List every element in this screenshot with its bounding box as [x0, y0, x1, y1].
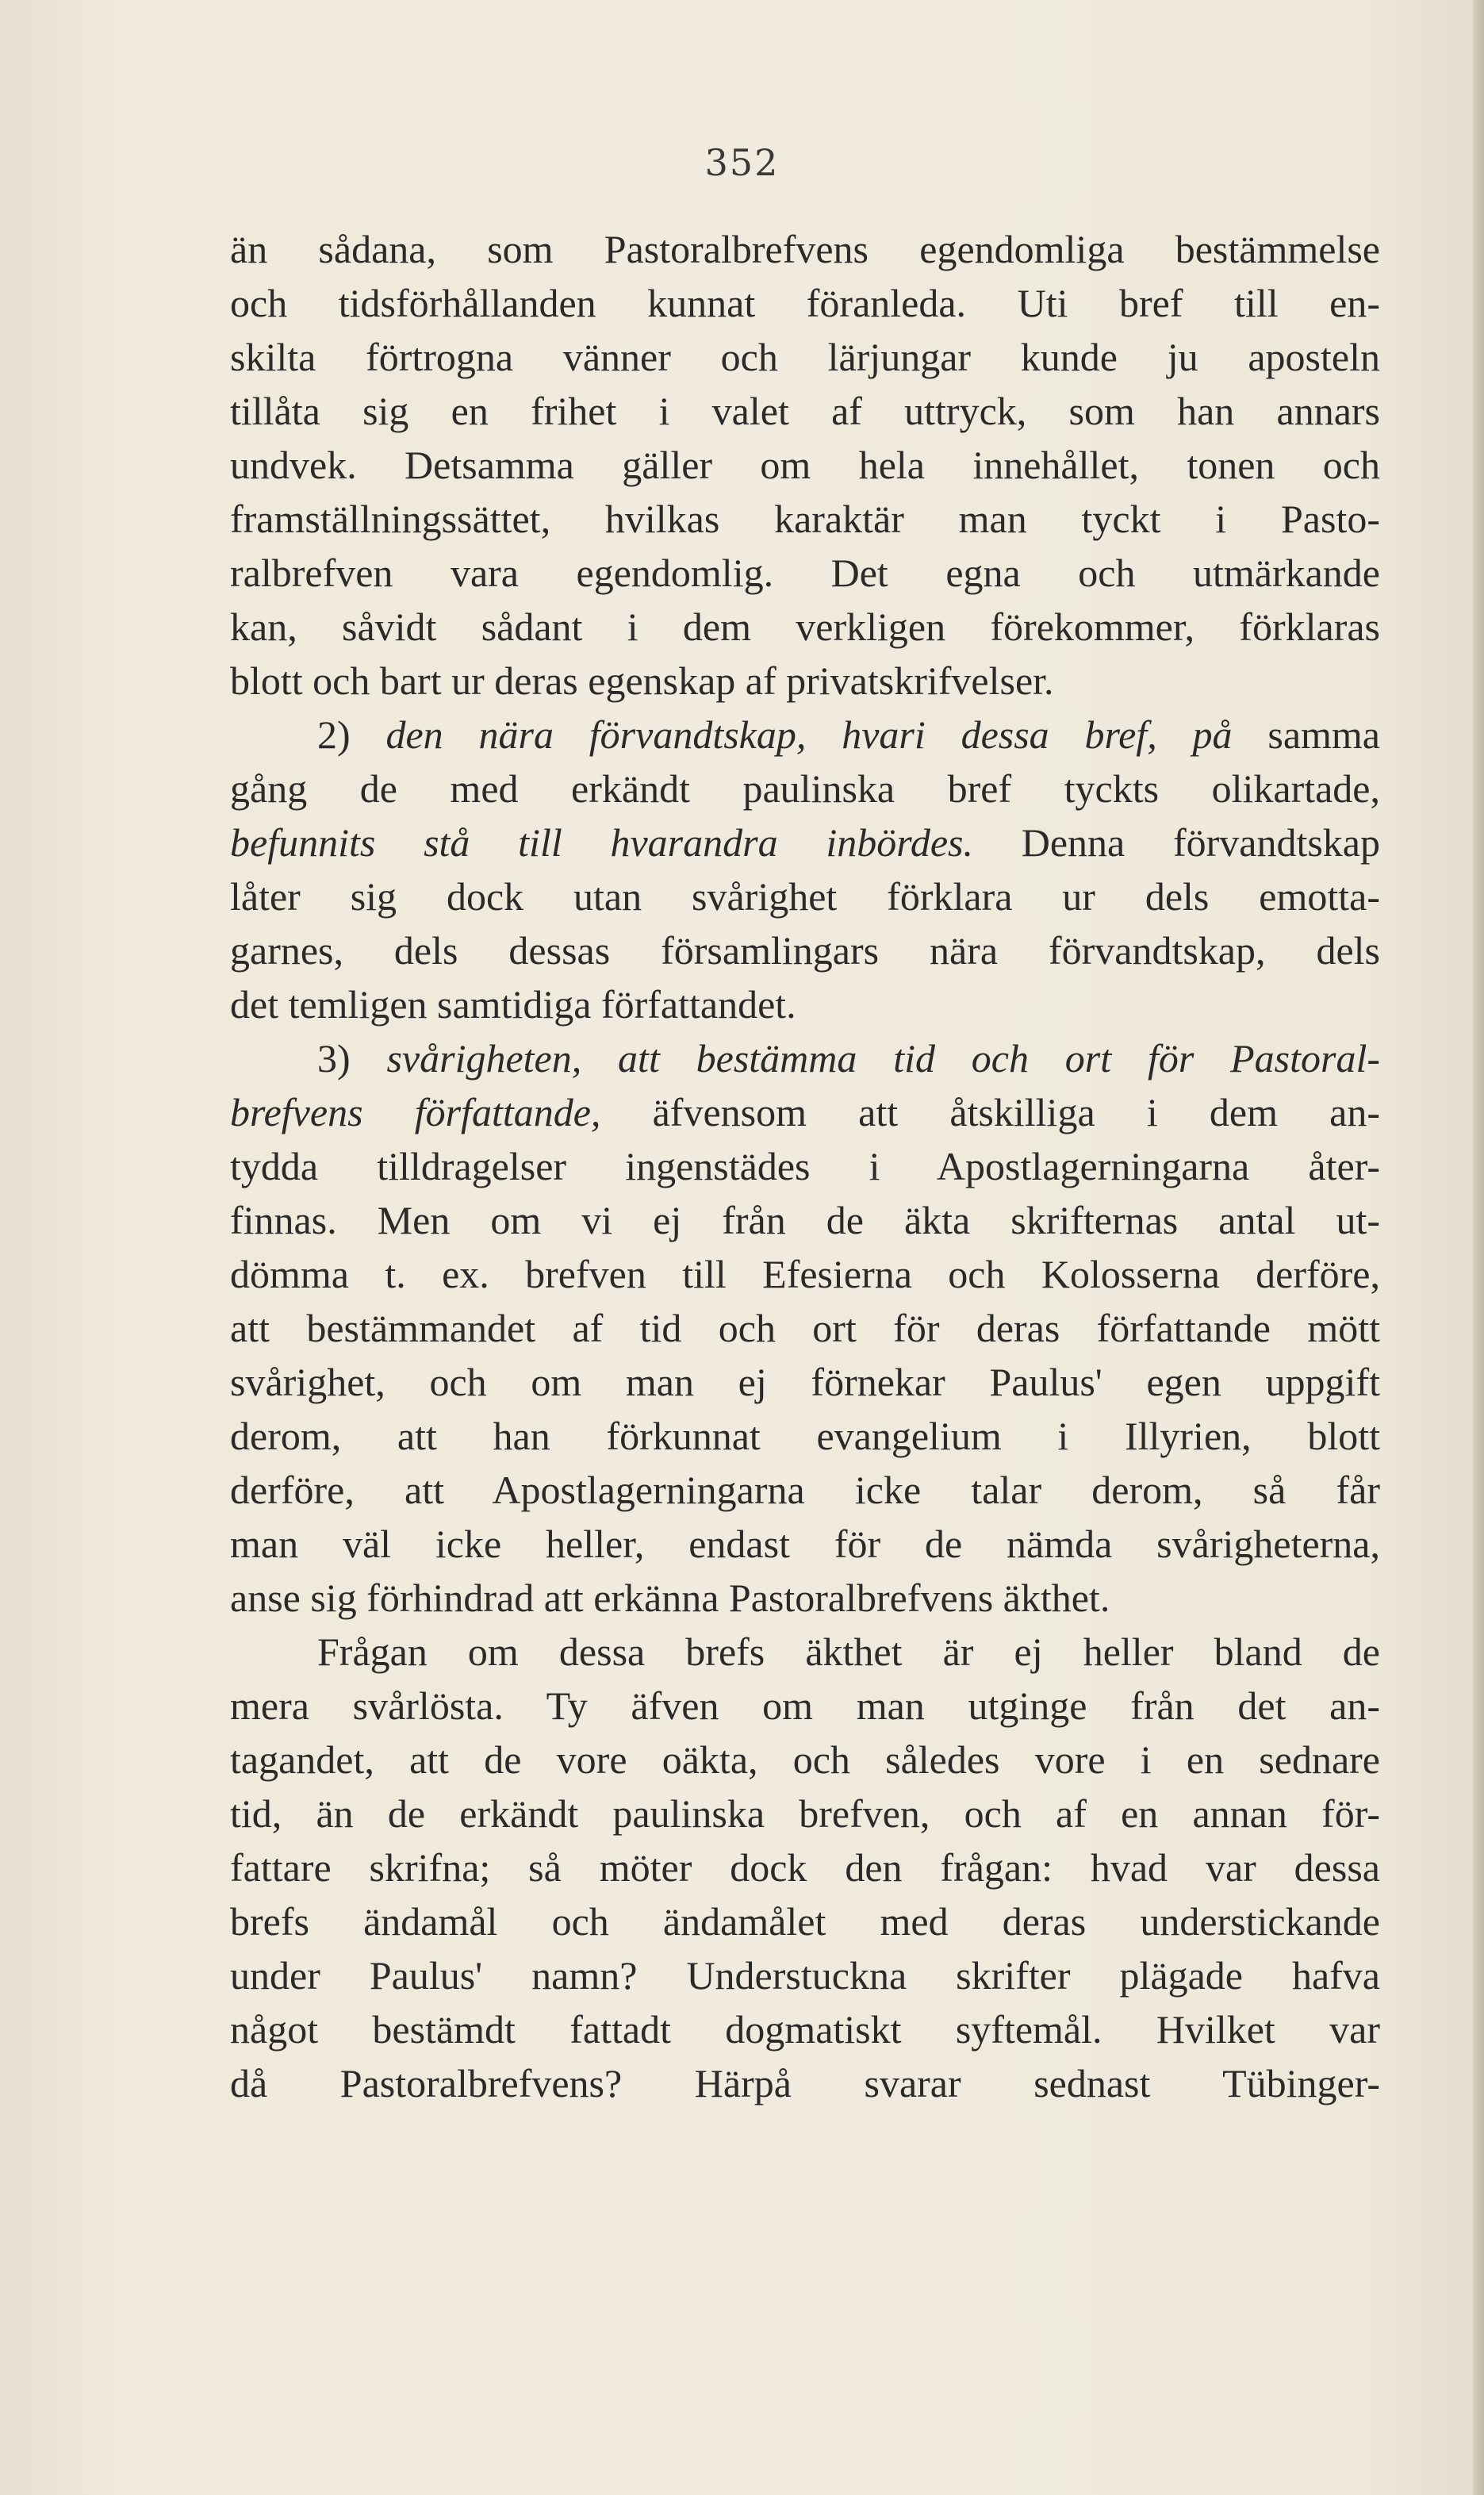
text-line: 3) svårigheten, att bestämma tid och ort för Pastoral-: [317, 1036, 1380, 1081]
text-line: då Pastoralbrefvens? Härpå svarar sednast Tübinger-: [230, 2061, 1380, 2105]
text-line: brefvens författande, äfvensom att åtskilliga i dem an-: [230, 1090, 1380, 1134]
page-edge: [1473, 0, 1484, 2495]
text-line: och tidsförhållanden kunnat föranleda. Uti bref till en-: [230, 281, 1380, 325]
text-line: än sådana, som Pastoralbrefvens egendomliga bestämmelse: [230, 227, 1380, 271]
text-line: tid, än de erkändt paulinska brefven, och af en annan för-: [230, 1791, 1380, 1836]
text-line: brefs ändamål och ändamålet med deras understickande: [230, 1899, 1380, 1944]
text-line: garnes, dels dessas församlingars nära förvandtskap, dels: [230, 928, 1380, 973]
text-line: derföre, att Apostlagerningarna icke talar derom, så får: [230, 1468, 1380, 1512]
text-line: dömma t. ex. brefven till Efesierna och Kolosserna derföre,: [230, 1252, 1380, 1296]
text-line: skilta förtrogna vänner och lärjungar kunde ju aposteln: [230, 335, 1380, 379]
text-line: 2) den nära förvandtskap, hvari dessa bref, på samma: [317, 712, 1380, 757]
italic-phrase: brefvens författande,: [230, 1090, 601, 1134]
italic-phrase: den nära förvandtskap, hvari dessa bref, på: [385, 712, 1233, 757]
text-line: låter sig dock utan svårighet förklara ur dels emotta-: [230, 874, 1380, 919]
text-line: tagandet, att de vore oäkta, och således vore i en sednare: [230, 1737, 1380, 1782]
text-line: något bestämdt fattadt dogmatiskt syftemål. Hvilket var: [230, 2007, 1380, 2052]
text-line: undvek. Detsamma gäller om hela innehållet, tonen och: [230, 443, 1380, 487]
text-line: gång de med erkändt paulinska bref tyckts olikartade,: [230, 766, 1380, 811]
text-line: anse sig förhindrad att erkänna Pastoralbrefvens äkthet.: [230, 1576, 1110, 1620]
text-line: blott och bart ur deras egenskap af privatskrifvelser.: [230, 658, 1054, 703]
italic-phrase: befunnits stå till hvarandra inbördes.: [230, 820, 973, 865]
text-line: att bestämmandet af tid och ort för deras författande mött: [230, 1306, 1380, 1350]
text-line: Frågan om dessa brefs äkthet är ej heller bland de: [317, 1629, 1380, 1674]
text-line: befunnits stå till hvarandra inbördes. Denna förvandtskap: [230, 820, 1380, 865]
text-line: framställningssättet, hvilkas karaktär man tyckt i Pasto-: [230, 497, 1380, 541]
text-line: derom, att han förkunnat evangelium i Illyrien, blott: [230, 1414, 1380, 1458]
text-line: ralbrefven vara egendomlig. Det egna och utmärkande: [230, 551, 1380, 595]
text-line: tydda tilldragelser ingenstädes i Apostlagerningarna åter-: [230, 1144, 1380, 1188]
text-line: fattare skrifna; så möter dock den frågan: hvad var dessa: [230, 1845, 1380, 1890]
text-line: finnas. Men om vi ej från de äkta skrifternas antal ut-: [230, 1198, 1380, 1242]
text-line: under Paulus' namn? Understuckna skrifter plägade hafva: [230, 1953, 1380, 1998]
body-text: [230, 222, 1380, 2110]
text-line: man väl icke heller, endast för de nämda svårigheterna,: [230, 1522, 1380, 1566]
italic-phrase: svårigheten, att bestämma tid och ort för Pastoral-: [386, 1036, 1380, 1081]
text-line: mera svårlösta. Ty äfven om man utginge från det an-: [230, 1683, 1380, 1728]
text-line: svårighet, och om man ej förnekar Paulus' egen uppgift: [230, 1360, 1380, 1404]
text-line: det temligen samtidiga författandet.: [230, 982, 796, 1027]
text-line: tillåta sig en frihet i valet af uttryck, som han annars: [230, 389, 1380, 433]
text-line: kan, såvidt sådant i dem verkligen förekommer, förklaras: [230, 605, 1380, 649]
page-number: 352: [704, 141, 780, 184]
